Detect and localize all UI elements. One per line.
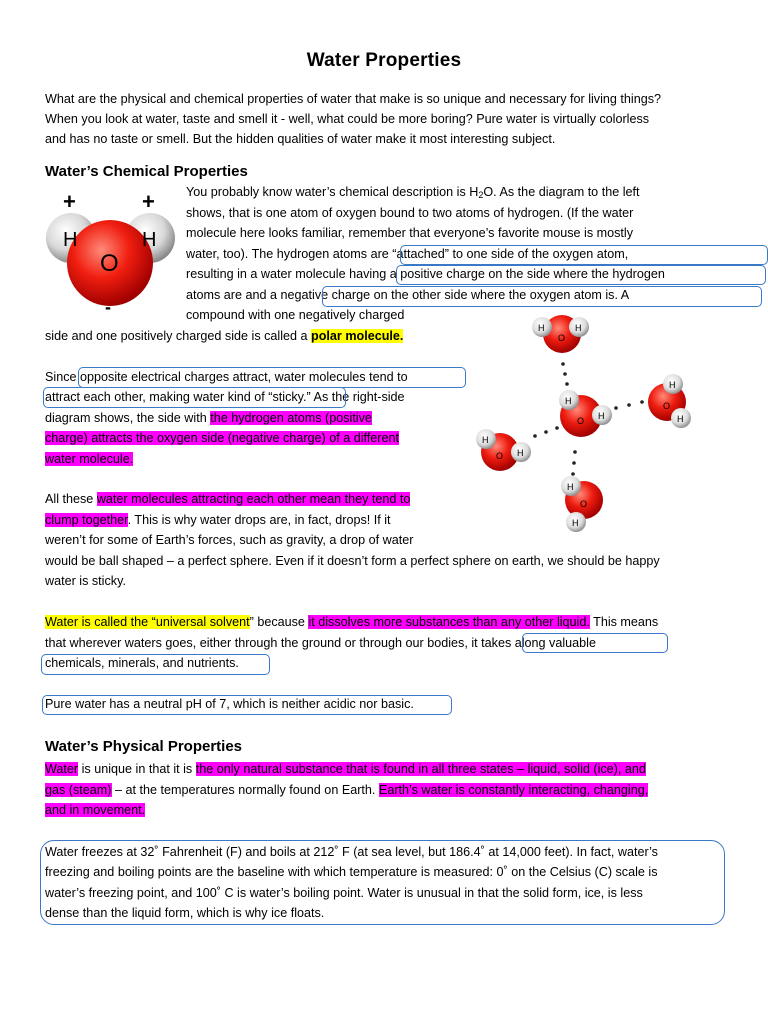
phys-p2-line-1: Water freezes at 32˚ Fahrenheit (F) and boils at 212˚ F (at sea level, but 186.4˚ at 14,000 feet). In fact, water’s [45, 845, 658, 859]
intro-line-2: When you look at water, taste and smell it - well, what could be more boring? Pure water is virtually colorless [45, 112, 650, 126]
polar-molecule-highlight: polar molecule. [311, 329, 404, 343]
plus-sign-right: + [142, 189, 155, 214]
annotation-box [41, 654, 270, 675]
svg-text:H: H [517, 448, 524, 458]
annotation-box-large [40, 840, 725, 925]
phys-p1-line-1: Water is unique in that it is the only natural substance that is found in all three states – liquid, solid (ice), and [45, 762, 646, 776]
chem-p3-line-2: clump together. This is why water drops are, in fact, drops! If it [45, 513, 391, 527]
chem-p2-line-4: charge) attracts the oxygen side (negative charge) of a different [45, 431, 399, 445]
chemical-heading: Water’s Chemical Properties [45, 163, 248, 180]
phys-p1-line-3: and in movement. [45, 803, 146, 817]
chem-p1-line-7: compound with one negatively charged [186, 308, 405, 322]
svg-text:H: H [677, 414, 684, 424]
svg-text:H: H [538, 323, 545, 333]
annotation-box [43, 387, 346, 408]
svg-text:H: H [575, 323, 582, 333]
chem-p5-line: Pure water has a neutral pH of 7, which is neither acidic nor basic. [45, 697, 414, 711]
svg-text:H: H [598, 411, 605, 421]
hydrogen-bonding-diagram [470, 312, 700, 538]
plus-sign-left: + [63, 189, 76, 214]
water-molecule-center [559, 390, 612, 437]
chem-p3-line-5: water is sticky. [45, 574, 126, 588]
phys-p2-line-2: freezing and boiling points are the baseline with which temperature is measured: 0˚ on the Celsius (C) scale is [45, 865, 658, 879]
svg-text:H: H [565, 396, 572, 406]
svg-text:O: O [577, 416, 585, 426]
water-molecule-diagram [38, 188, 178, 318]
annotation-box [322, 286, 762, 307]
svg-text:O: O [558, 333, 566, 343]
svg-text:H: H [669, 380, 676, 390]
phys-p1-line-2: gas (steam) – at the temperatures normally found on Earth. Earth’s water is constantly interacting, changing, [45, 783, 649, 797]
phys-p2-line-4: dense than the liquid form, which is why ice floats. [45, 906, 325, 920]
oxygen-label: O [100, 250, 119, 277]
chem-p1-line-4: water, too). The hydrogen atoms are “attached” to one side of the oxygen atom, [186, 247, 629, 261]
intro-line-1: What are the physical and chemical properties of water that make is so unique and necessary for living things? [45, 92, 662, 106]
chem-p1-line-5: resulting in a water molecule having a positive charge on the side where the hydrogen [186, 267, 665, 281]
chem-p2-line-1: Since opposite electrical charges attract, water molecules tend to [45, 370, 408, 384]
annotation-box [42, 695, 452, 715]
annotation-box [400, 245, 768, 265]
annotation-box [78, 367, 466, 388]
intro-line-3: and has no taste or smell. But the hidden qualities of water make it most interesting subject. [45, 132, 556, 146]
svg-text:O: O [663, 401, 671, 411]
water-molecule-top [532, 315, 589, 353]
water-molecule-left [476, 429, 531, 471]
annotation-box [522, 633, 668, 653]
physical-heading: Water’s Physical Properties [45, 738, 243, 755]
chem-p2-line-5: water molecule. [45, 452, 134, 466]
chem-p1-line-2: shows, that is one atom of oxygen bound to two atoms of hydrogen. (If the water [186, 206, 634, 220]
water-molecule-right [648, 374, 691, 428]
svg-text:O: O [496, 451, 504, 461]
svg-text:O: O [580, 499, 588, 509]
chem-p1-line-3: molecule here looks familiar, remember that everyone’s favorite mouse is mostly [186, 226, 634, 240]
water-molecule-bottom [561, 476, 603, 532]
minus-sign: - [105, 297, 111, 317]
svg-text:H: H [482, 435, 489, 445]
chem-p1-line-8: side and one positively charged side is called a polar molecule. [45, 329, 404, 343]
chem-p1-line-1: You probably know water’s chemical description is $H_2O$. As the diagram to the left [186, 185, 640, 200]
chem-p3-line-3: weren’t for some of Earth’s forces, such as gravity, a drop of water [45, 533, 414, 547]
annotation-box [396, 265, 766, 285]
phys-p2-line-3: water’s freezing point, and 100˚ C is water’s boiling point. Water is unusual in that the solid form, ice, is less [45, 886, 643, 900]
chem-p2-line-2: attract each other, making water kind of “sticky.” As the right-side [45, 390, 405, 404]
svg-text:H: H [572, 518, 579, 528]
chem-p3-line-1: All these water molecules attracting each other mean they tend to [45, 492, 411, 506]
chem-p4-line-3: chemicals, minerals, and nutrients. [45, 656, 239, 670]
chem-p4-line-2: that wherever waters goes, either through the ground or through our bodies, it takes along valuable [45, 636, 596, 650]
hydrogen-label-right: H [142, 229, 157, 251]
svg-text:H: H [567, 482, 574, 492]
chem-p3-line-4: would be ball shaped – a perfect sphere. Even if it doesn’t form a perfect sphere on earth, we should be happy [45, 554, 660, 568]
hydrogen-label-left: H [63, 229, 78, 251]
chem-p1-line-6: atoms are and a negative charge on the other side where the oxygen atom is. A [186, 288, 630, 302]
page-title: Water Properties [306, 50, 462, 71]
chem-p4-line-1: Water is called the “universal solvent” because it dissolves more substances than any other liquid. This means [45, 615, 659, 629]
chem-p2-line-3: diagram shows, the side with the hydrogen atoms (positive [45, 411, 372, 425]
